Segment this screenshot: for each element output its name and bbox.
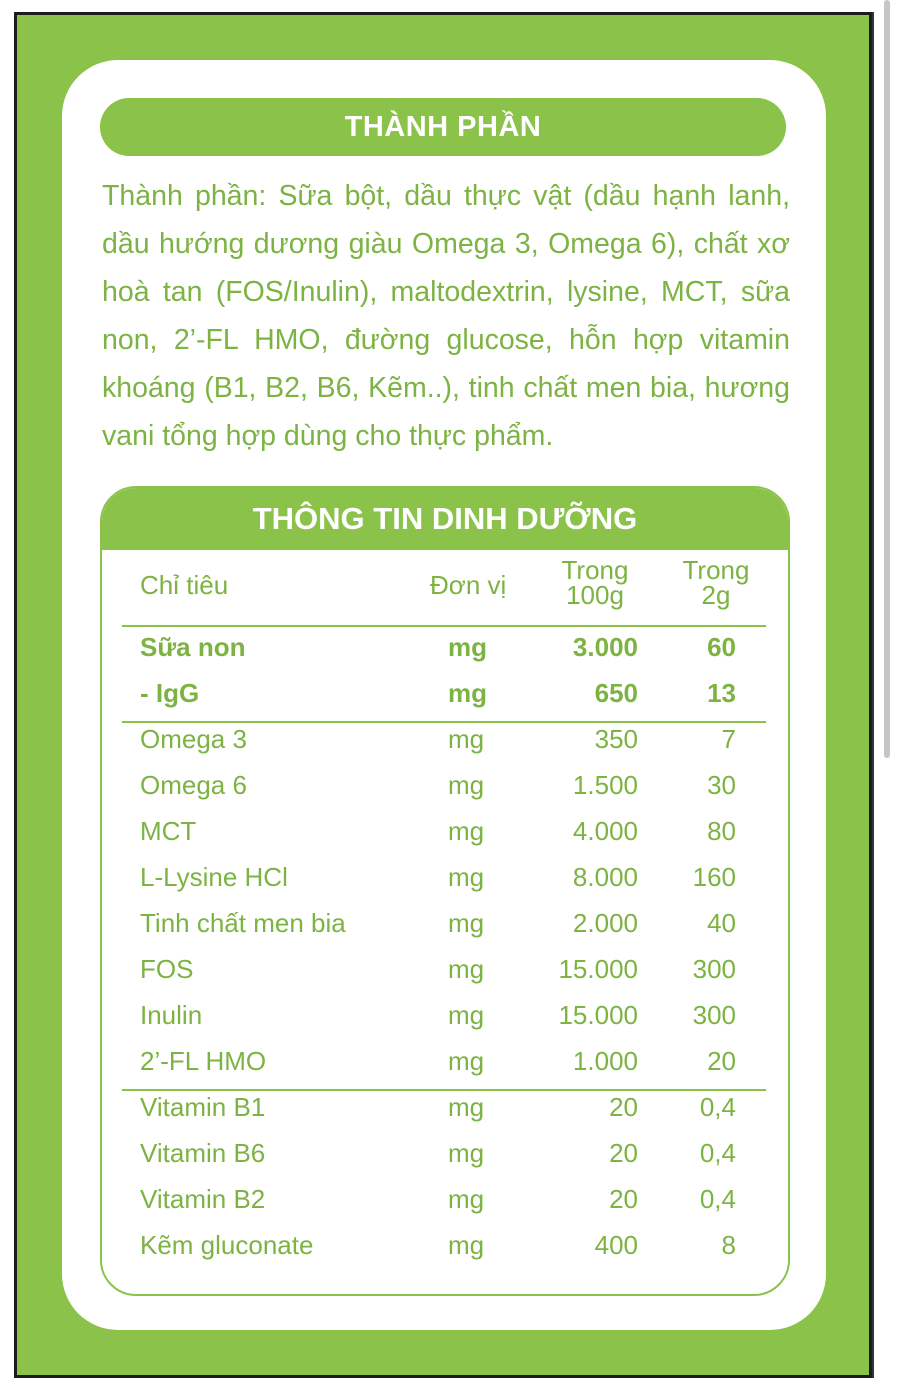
table-row xyxy=(102,946,788,992)
row-per2: 0,4 xyxy=(699,1092,736,1122)
row-unit: mg xyxy=(448,1046,485,1076)
row-per2: 13 xyxy=(707,678,736,708)
table-row xyxy=(102,1222,788,1268)
row-per100: 1.000 xyxy=(572,1046,638,1076)
table-row xyxy=(102,1130,788,1176)
row-per2: 20 xyxy=(707,1046,736,1076)
row-per100: 650 xyxy=(594,678,638,708)
row-per2: 8 xyxy=(721,1230,736,1260)
header-name: Chỉ tiêu xyxy=(140,570,229,600)
table-row xyxy=(102,808,788,854)
row-name: L-Lysine HCl xyxy=(140,862,288,892)
row-per100: 400 xyxy=(594,1230,638,1260)
nutrition-table xyxy=(100,486,790,1296)
row-name: Kẽm gluconate xyxy=(140,1230,314,1260)
row-unit: mg xyxy=(448,770,485,800)
row-per2: 7 xyxy=(721,724,736,754)
header-per2-line1: Trong xyxy=(682,555,750,585)
row-per100: 20 xyxy=(609,1138,638,1168)
row-unit: mg xyxy=(448,1184,485,1214)
row-unit: mg xyxy=(448,908,485,938)
nutrition-title: THÔNG TIN DINH DƯỠNG xyxy=(102,488,788,550)
row-per2: 80 xyxy=(707,816,736,846)
table-row xyxy=(102,1084,788,1130)
row-per100: 15.000 xyxy=(558,1000,638,1030)
row-name: MCT xyxy=(140,816,197,846)
row-per2: 0,4 xyxy=(699,1184,736,1214)
table-row xyxy=(102,1176,788,1222)
row-per100: 15.000 xyxy=(558,954,638,984)
row-unit: mg xyxy=(448,632,487,662)
table-row xyxy=(102,1038,788,1084)
row-per2: 300 xyxy=(692,954,736,984)
row-per100: 3.000 xyxy=(572,632,638,662)
table-row xyxy=(102,854,788,900)
row-name: Vitamin B6 xyxy=(140,1138,266,1168)
table-row xyxy=(102,624,788,670)
row-name: Tinh chất men bia xyxy=(140,908,346,938)
table-header xyxy=(102,550,788,624)
row-unit: mg xyxy=(448,1138,485,1168)
row-name: FOS xyxy=(140,954,194,984)
row-name: Vitamin B2 xyxy=(140,1184,266,1214)
header-per2 xyxy=(672,555,760,610)
row-name: Omega 3 xyxy=(140,724,247,754)
row-name: - IgG xyxy=(140,678,200,708)
row-per100: 20 xyxy=(609,1184,638,1214)
row-per2: 0,4 xyxy=(699,1138,736,1168)
header-per2-line2: 2g xyxy=(701,580,731,610)
row-per100: 8.000 xyxy=(572,862,638,892)
row-per2: 30 xyxy=(707,770,736,800)
row-unit: mg xyxy=(448,1230,485,1260)
row-unit: mg xyxy=(448,862,485,892)
row-name: 2’-FL HMO xyxy=(140,1046,267,1076)
row-per2: 300 xyxy=(692,1000,736,1030)
row-per100: 1.500 xyxy=(572,770,638,800)
row-name: Vitamin B1 xyxy=(140,1092,266,1122)
row-unit: mg xyxy=(448,724,485,754)
row-name: Inulin xyxy=(140,1000,203,1030)
table-row xyxy=(102,992,788,1038)
row-per2: 60 xyxy=(707,632,736,662)
table-row xyxy=(102,900,788,946)
header-per100-line2: 100g xyxy=(566,580,624,610)
row-unit: mg xyxy=(448,1000,485,1030)
header-per100-line1: Trong xyxy=(561,555,629,585)
header-unit: Đơn vị xyxy=(430,570,507,600)
row-name: Omega 6 xyxy=(140,770,247,800)
row-per100: 350 xyxy=(594,724,638,754)
row-per2: 160 xyxy=(692,862,736,892)
label-panel xyxy=(62,60,826,1330)
scrollbar-thumb[interactable] xyxy=(884,0,890,758)
row-unit: mg xyxy=(448,1092,485,1122)
row-unit: mg xyxy=(448,678,487,708)
row-unit: mg xyxy=(448,816,485,846)
table-row xyxy=(102,670,788,716)
ingredients-text: Thành phần: Sữa bột, dầu thực vật (dầu hạnh lanh, dầu hướng dương giàu Omega 3, Omega 6), chất xơ hoà tan (FOS/Inulin), maltodextrin, lysine, MCT, sữa non, 2’-FL HMO, đường glucose, hỗn hợp vitamin khoáng (B1, B2, B6, Kẽm..), tinh chất men bia, hương vani tổng hợp dùng cho thực phẩm. xyxy=(102,180,790,452)
header-per100 xyxy=(542,555,648,610)
row-per100: 2.000 xyxy=(572,908,638,938)
row-per100: 20 xyxy=(609,1092,638,1122)
table-row xyxy=(102,716,788,762)
row-name: Sữa non xyxy=(140,632,246,662)
row-per100: 4.000 xyxy=(572,816,638,846)
table-row xyxy=(102,762,788,808)
row-per2: 40 xyxy=(707,908,736,938)
row-unit: mg xyxy=(448,954,485,984)
ingredients-title: THÀNH PHẦN xyxy=(100,98,786,156)
